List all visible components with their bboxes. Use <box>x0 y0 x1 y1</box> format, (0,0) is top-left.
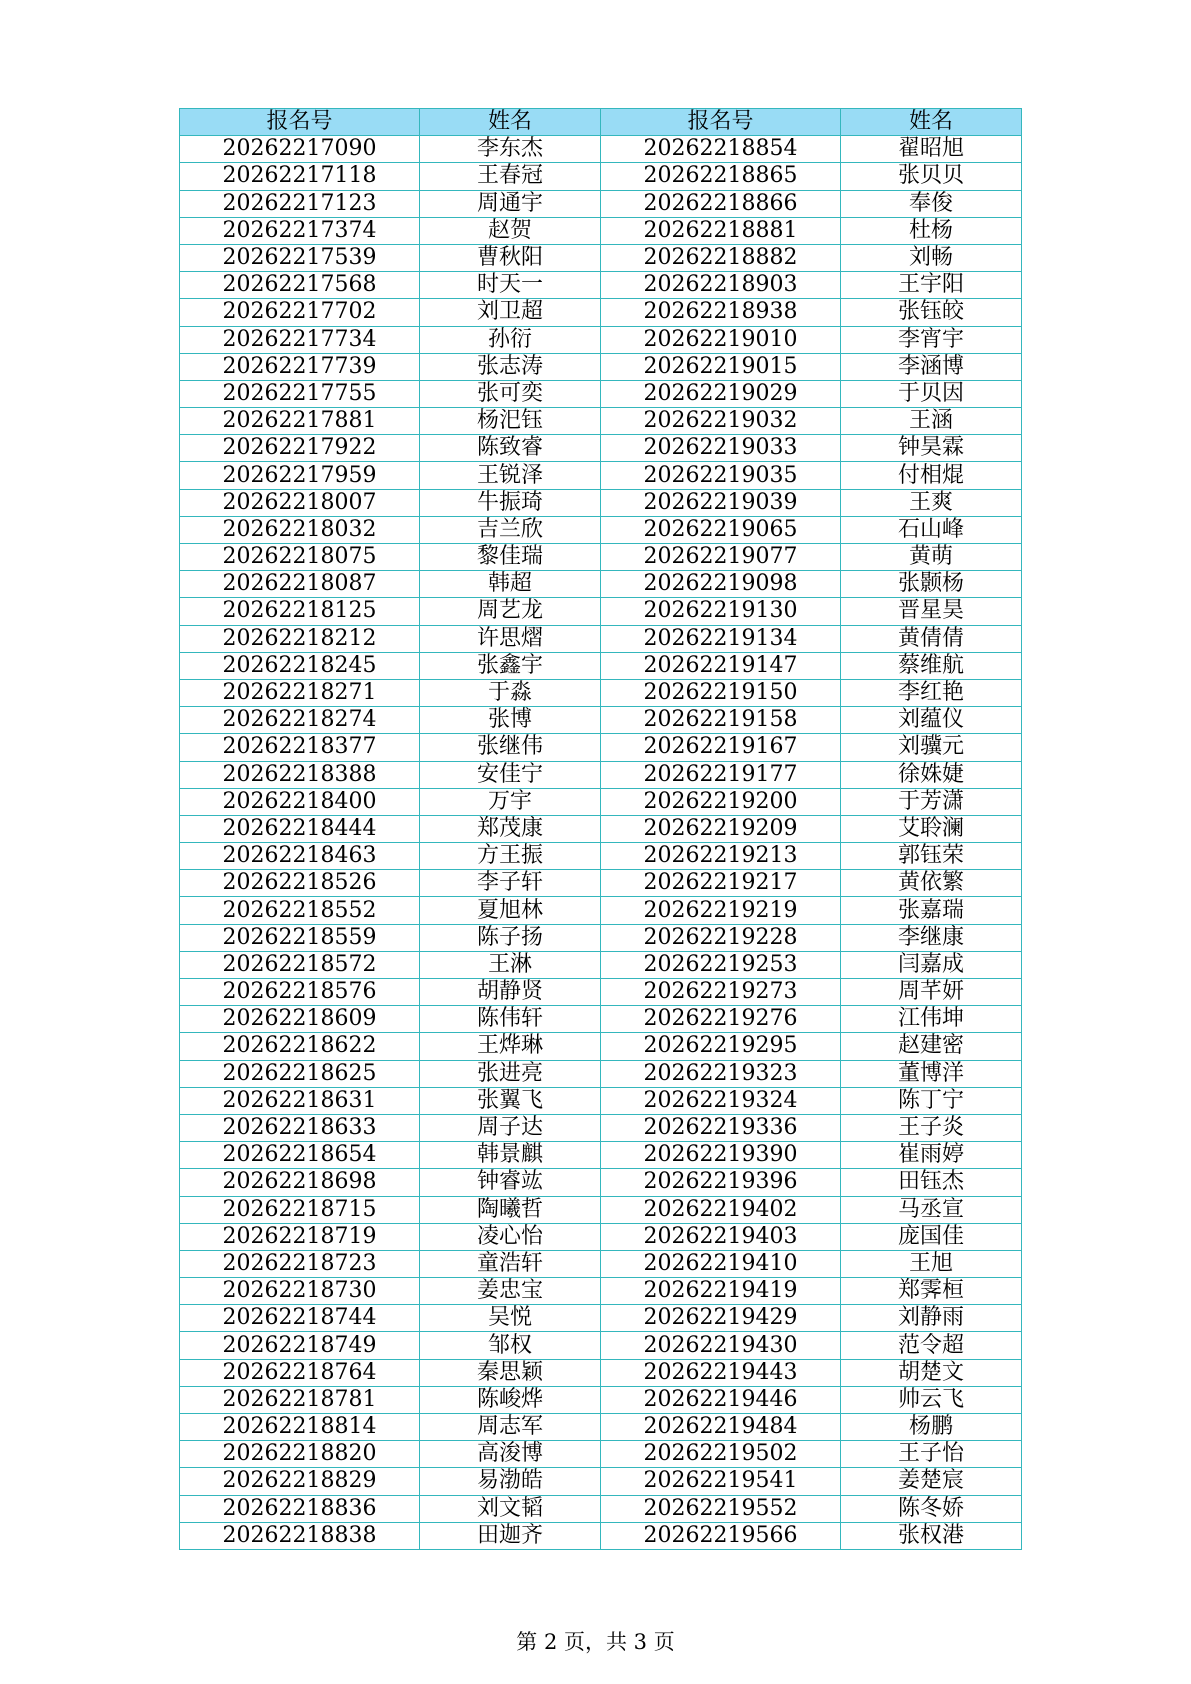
cell-registration-number-right: 20262219167 <box>601 734 841 761</box>
cell-registration-number-right: 20262219390 <box>601 1142 841 1169</box>
table-row <box>180 1250 1022 1277</box>
cell-name-left: 刘卫超 <box>420 299 601 326</box>
table-row <box>180 299 1022 326</box>
cell-registration-number-left: 20262218631 <box>180 1087 420 1114</box>
cell-registration-number-left: 20262218836 <box>180 1495 420 1522</box>
cell-name-right: 闫嘉成 <box>841 951 1022 978</box>
table-row <box>180 435 1022 462</box>
cell-name-left: 张博 <box>420 707 601 734</box>
cell-registration-number-right: 20262219158 <box>601 707 841 734</box>
cell-name-right: 王旭 <box>841 1250 1022 1277</box>
table-row <box>180 1087 1022 1114</box>
cell-name-right: 徐姝婕 <box>841 761 1022 788</box>
cell-name-left: 韩景麒 <box>420 1142 601 1169</box>
header-name-left: 姓名 <box>420 109 601 136</box>
cell-registration-number-left: 20262218212 <box>180 625 420 652</box>
cell-registration-number-left: 20262218271 <box>180 679 420 706</box>
cell-name-left: 张继伟 <box>420 734 601 761</box>
cell-name-left: 王春冠 <box>420 163 601 190</box>
cell-name-left: 赵贺 <box>420 217 601 244</box>
cell-registration-number-right: 20262219541 <box>601 1468 841 1495</box>
cell-registration-number-right: 20262219403 <box>601 1223 841 1250</box>
cell-name-left: 吉兰欣 <box>420 516 601 543</box>
cell-registration-number-left: 20262218749 <box>180 1332 420 1359</box>
cell-registration-number-left: 20262218552 <box>180 897 420 924</box>
cell-registration-number-left: 20262218444 <box>180 815 420 842</box>
cell-registration-number-left: 20262218559 <box>180 924 420 951</box>
cell-name-left: 刘文韬 <box>420 1495 601 1522</box>
cell-registration-number-right: 20262219029 <box>601 380 841 407</box>
cell-registration-number-left: 20262218715 <box>180 1196 420 1223</box>
cell-registration-number-left: 20262218377 <box>180 734 420 761</box>
cell-name-left: 凌心怡 <box>420 1223 601 1250</box>
cell-registration-number-left: 20262218526 <box>180 870 420 897</box>
cell-name-left: 张鑫宇 <box>420 652 601 679</box>
cell-registration-number-right: 20262219429 <box>601 1305 841 1332</box>
table-row <box>180 489 1022 516</box>
cell-name-left: 易渤皓 <box>420 1468 601 1495</box>
cell-name-right: 翟昭旭 <box>841 136 1022 163</box>
cell-name-left: 万宇 <box>420 788 601 815</box>
cell-name-left: 周志军 <box>420 1414 601 1441</box>
cell-registration-number-left: 20262218087 <box>180 571 420 598</box>
table-row <box>180 815 1022 842</box>
cell-registration-number-left: 20262218730 <box>180 1278 420 1305</box>
cell-name-left: 张翼飞 <box>420 1087 601 1114</box>
cell-registration-number-left: 20262217755 <box>180 380 420 407</box>
cell-registration-number-right: 20262219484 <box>601 1414 841 1441</box>
table-row <box>180 1359 1022 1386</box>
cell-registration-number-left: 20262218463 <box>180 843 420 870</box>
cell-registration-number-right: 20262219446 <box>601 1386 841 1413</box>
cell-name-left: 周子达 <box>420 1114 601 1141</box>
cell-registration-number-right: 20262219177 <box>601 761 841 788</box>
cell-name-right: 于贝因 <box>841 380 1022 407</box>
table-row <box>180 326 1022 353</box>
cell-registration-number-right: 20262219134 <box>601 625 841 652</box>
cell-name-right: 马丞宣 <box>841 1196 1022 1223</box>
cell-name-right: 张嘉瑞 <box>841 897 1022 924</box>
cell-registration-number-left: 20262218633 <box>180 1114 420 1141</box>
cell-name-left: 高浚博 <box>420 1441 601 1468</box>
cell-registration-number-right: 20262219039 <box>601 489 841 516</box>
table-body <box>180 136 1022 1550</box>
table-row <box>180 924 1022 951</box>
table-row <box>180 1006 1022 1033</box>
cell-name-right: 艾聆澜 <box>841 815 1022 842</box>
table-row <box>180 408 1022 435</box>
cell-name-right: 庞国佳 <box>841 1223 1022 1250</box>
cell-registration-number-right: 20262219324 <box>601 1087 841 1114</box>
cell-name-left: 周艺龙 <box>420 598 601 625</box>
cell-name-right: 张权港 <box>841 1522 1022 1549</box>
cell-registration-number-right: 20262219015 <box>601 353 841 380</box>
cell-name-left: 邹权 <box>420 1332 601 1359</box>
cell-registration-number-right: 20262219150 <box>601 679 841 706</box>
cell-name-left: 张可奕 <box>420 380 601 407</box>
cell-registration-number-left: 20262218075 <box>180 544 420 571</box>
cell-registration-number-right: 20262219253 <box>601 951 841 978</box>
cell-registration-number-left: 20262218576 <box>180 979 420 1006</box>
cell-registration-number-left: 20262218007 <box>180 489 420 516</box>
table-row <box>180 979 1022 1006</box>
cell-registration-number-right: 20262218854 <box>601 136 841 163</box>
table-row <box>180 1169 1022 1196</box>
cell-registration-number-right: 20262219032 <box>601 408 841 435</box>
cell-name-left: 周通宇 <box>420 190 601 217</box>
cell-name-right: 张钰皎 <box>841 299 1022 326</box>
table-row <box>180 598 1022 625</box>
table-row <box>180 244 1022 271</box>
cell-name-right: 陈丁宁 <box>841 1087 1022 1114</box>
cell-name-right: 王子怡 <box>841 1441 1022 1468</box>
cell-name-right: 付相焜 <box>841 462 1022 489</box>
table-row <box>180 788 1022 815</box>
cell-name-right: 黄依繁 <box>841 870 1022 897</box>
cell-name-left: 张进亮 <box>420 1060 601 1087</box>
table-row <box>180 1278 1022 1305</box>
header-registration-number-right: 报名号 <box>601 109 841 136</box>
cell-registration-number-left: 20262218698 <box>180 1169 420 1196</box>
cell-name-left: 曹秋阳 <box>420 244 601 271</box>
cell-registration-number-left: 20262218820 <box>180 1441 420 1468</box>
cell-name-right: 杜杨 <box>841 217 1022 244</box>
cell-registration-number-right: 20262218866 <box>601 190 841 217</box>
cell-registration-number-right: 20262219295 <box>601 1033 841 1060</box>
cell-name-right: 王涵 <box>841 408 1022 435</box>
cell-registration-number-right: 20262219228 <box>601 924 841 951</box>
table-row <box>180 1305 1022 1332</box>
cell-name-right: 赵建密 <box>841 1033 1022 1060</box>
cell-registration-number-left: 20262218125 <box>180 598 420 625</box>
cell-name-left: 郑茂康 <box>420 815 601 842</box>
cell-registration-number-left: 20262218400 <box>180 788 420 815</box>
cell-name-left: 于淼 <box>420 679 601 706</box>
cell-registration-number-left: 20262218625 <box>180 1060 420 1087</box>
cell-registration-number-right: 20262218881 <box>601 217 841 244</box>
cell-name-right: 李继康 <box>841 924 1022 951</box>
cell-name-right: 杨鹏 <box>841 1414 1022 1441</box>
table-row <box>180 1196 1022 1223</box>
cell-registration-number-right: 20262219336 <box>601 1114 841 1141</box>
cell-registration-number-left: 20262218814 <box>180 1414 420 1441</box>
cell-registration-number-left: 20262218609 <box>180 1006 420 1033</box>
table-row <box>180 1033 1022 1060</box>
header-name-right: 姓名 <box>841 109 1022 136</box>
cell-name-left: 童浩轩 <box>420 1250 601 1277</box>
cell-registration-number-right: 20262219419 <box>601 1278 841 1305</box>
cell-registration-number-right: 20262219276 <box>601 1006 841 1033</box>
table-row <box>180 190 1022 217</box>
cell-registration-number-left: 20262217739 <box>180 353 420 380</box>
registration-table <box>179 108 1022 1550</box>
cell-registration-number-left: 20262217090 <box>180 136 420 163</box>
cell-registration-number-right: 20262219147 <box>601 652 841 679</box>
table-row <box>180 136 1022 163</box>
cell-name-right: 王爽 <box>841 489 1022 516</box>
cell-registration-number-left: 20262217702 <box>180 299 420 326</box>
cell-name-right: 晋星昊 <box>841 598 1022 625</box>
cell-registration-number-right: 20262218903 <box>601 272 841 299</box>
cell-name-left: 牛振琦 <box>420 489 601 516</box>
table-row <box>180 1142 1022 1169</box>
table-row <box>180 1468 1022 1495</box>
cell-name-left: 方王振 <box>420 843 601 870</box>
cell-name-right: 钟昊霖 <box>841 435 1022 462</box>
cell-name-right: 姜楚宸 <box>841 1468 1022 1495</box>
cell-registration-number-left: 20262217123 <box>180 190 420 217</box>
table-row <box>180 707 1022 734</box>
cell-name-right: 奉俊 <box>841 190 1022 217</box>
table-row <box>180 1441 1022 1468</box>
table-row <box>180 1522 1022 1549</box>
cell-registration-number-right: 20262219402 <box>601 1196 841 1223</box>
cell-name-left: 杨汜钰 <box>420 408 601 435</box>
cell-name-right: 张颢杨 <box>841 571 1022 598</box>
cell-name-left: 安佳宁 <box>420 761 601 788</box>
cell-registration-number-left: 20262218274 <box>180 707 420 734</box>
cell-registration-number-right: 20262219323 <box>601 1060 841 1087</box>
cell-name-left: 黎佳瑞 <box>420 544 601 571</box>
cell-registration-number-right: 20262219098 <box>601 571 841 598</box>
table-row <box>180 625 1022 652</box>
cell-name-left: 秦思颖 <box>420 1359 601 1386</box>
cell-registration-number-right: 20262219273 <box>601 979 841 1006</box>
cell-name-left: 胡静贤 <box>420 979 601 1006</box>
cell-name-right: 于芳潇 <box>841 788 1022 815</box>
cell-name-right: 胡楚文 <box>841 1359 1022 1386</box>
cell-name-left: 孙衍 <box>420 326 601 353</box>
cell-registration-number-right: 20262219200 <box>601 788 841 815</box>
cell-name-left: 时天一 <box>420 272 601 299</box>
cell-name-right: 帅云飞 <box>841 1386 1022 1413</box>
cell-name-right: 范令超 <box>841 1332 1022 1359</box>
cell-name-left: 王烨琳 <box>420 1033 601 1060</box>
table-row <box>180 679 1022 706</box>
cell-registration-number-right: 20262219410 <box>601 1250 841 1277</box>
cell-name-left: 许思熠 <box>420 625 601 652</box>
cell-registration-number-right: 20262219209 <box>601 815 841 842</box>
cell-name-left: 王锐泽 <box>420 462 601 489</box>
cell-registration-number-left: 20262217881 <box>180 408 420 435</box>
cell-registration-number-left: 20262218245 <box>180 652 420 679</box>
cell-registration-number-right: 20262219010 <box>601 326 841 353</box>
cell-name-right: 张贝贝 <box>841 163 1022 190</box>
table-row <box>180 1114 1022 1141</box>
cell-name-right: 王宇阳 <box>841 272 1022 299</box>
table-row <box>180 1223 1022 1250</box>
cell-registration-number-right: 20262219566 <box>601 1522 841 1549</box>
cell-name-right: 周芊妍 <box>841 979 1022 1006</box>
table-row <box>180 380 1022 407</box>
cell-name-left: 李东杰 <box>420 136 601 163</box>
cell-name-right: 石山峰 <box>841 516 1022 543</box>
cell-registration-number-left: 20262218723 <box>180 1250 420 1277</box>
table-row <box>180 1060 1022 1087</box>
cell-registration-number-right: 20262219130 <box>601 598 841 625</box>
cell-registration-number-left: 20262218744 <box>180 1305 420 1332</box>
table-row <box>180 571 1022 598</box>
table-row <box>180 1386 1022 1413</box>
cell-registration-number-left: 20262217922 <box>180 435 420 462</box>
cell-registration-number-right: 20262219430 <box>601 1332 841 1359</box>
cell-name-right: 李涵博 <box>841 353 1022 380</box>
cell-registration-number-right: 20262219396 <box>601 1169 841 1196</box>
cell-registration-number-right: 20262219033 <box>601 435 841 462</box>
cell-registration-number-right: 20262219219 <box>601 897 841 924</box>
cell-registration-number-left: 20262218388 <box>180 761 420 788</box>
cell-registration-number-right: 20262219035 <box>601 462 841 489</box>
cell-registration-number-right: 20262219065 <box>601 516 841 543</box>
table-row <box>180 870 1022 897</box>
table-row <box>180 1414 1022 1441</box>
table-row <box>180 353 1022 380</box>
cell-name-right: 董博洋 <box>841 1060 1022 1087</box>
cell-registration-number-left: 20262218572 <box>180 951 420 978</box>
table-row <box>180 1495 1022 1522</box>
cell-name-right: 刘静雨 <box>841 1305 1022 1332</box>
cell-registration-number-right: 20262219502 <box>601 1441 841 1468</box>
cell-registration-number-left: 20262217374 <box>180 217 420 244</box>
cell-name-right: 刘畅 <box>841 244 1022 271</box>
cell-registration-number-right: 20262219443 <box>601 1359 841 1386</box>
cell-name-left: 陈致睿 <box>420 435 601 462</box>
page-footer: 第 2 页，共 3 页 <box>516 1630 675 1654</box>
cell-registration-number-right: 20262219077 <box>601 544 841 571</box>
cell-name-left: 陈伟轩 <box>420 1006 601 1033</box>
cell-name-left: 田迦齐 <box>420 1522 601 1549</box>
cell-registration-number-left: 20262217959 <box>180 462 420 489</box>
table-row <box>180 544 1022 571</box>
table-row <box>180 897 1022 924</box>
cell-name-left: 陶曦哲 <box>420 1196 601 1223</box>
cell-name-right: 刘蕴仪 <box>841 707 1022 734</box>
table-row <box>180 516 1022 543</box>
cell-registration-number-left: 20262217568 <box>180 272 420 299</box>
table-row <box>180 951 1022 978</box>
cell-registration-number-left: 20262218764 <box>180 1359 420 1386</box>
cell-name-right: 黄倩倩 <box>841 625 1022 652</box>
table-row <box>180 217 1022 244</box>
cell-name-right: 江伟坤 <box>841 1006 1022 1033</box>
cell-name-left: 夏旭林 <box>420 897 601 924</box>
table-row <box>180 843 1022 870</box>
cell-name-right: 田钰杰 <box>841 1169 1022 1196</box>
cell-name-right: 李宵宇 <box>841 326 1022 353</box>
cell-name-right: 崔雨婷 <box>841 1142 1022 1169</box>
cell-name-right: 黄萌 <box>841 544 1022 571</box>
cell-name-left: 钟睿竑 <box>420 1169 601 1196</box>
table-row <box>180 734 1022 761</box>
cell-name-right: 郭钰荣 <box>841 843 1022 870</box>
cell-name-right: 陈冬娇 <box>841 1495 1022 1522</box>
cell-name-right: 李红艳 <box>841 679 1022 706</box>
cell-name-left: 吴悦 <box>420 1305 601 1332</box>
cell-registration-number-left: 20262218032 <box>180 516 420 543</box>
cell-registration-number-left: 20262218838 <box>180 1522 420 1549</box>
cell-registration-number-left: 20262217539 <box>180 244 420 271</box>
cell-name-left: 陈峻烨 <box>420 1386 601 1413</box>
cell-registration-number-right: 20262218882 <box>601 244 841 271</box>
cell-name-left: 韩超 <box>420 571 601 598</box>
cell-registration-number-right: 20262219217 <box>601 870 841 897</box>
table-row <box>180 1332 1022 1359</box>
table-row <box>180 272 1022 299</box>
cell-name-right: 王子炎 <box>841 1114 1022 1141</box>
cell-registration-number-left: 20262218719 <box>180 1223 420 1250</box>
cell-name-right: 刘骥元 <box>841 734 1022 761</box>
table-row <box>180 652 1022 679</box>
cell-registration-number-left: 20262218654 <box>180 1142 420 1169</box>
cell-registration-number-left: 20262217734 <box>180 326 420 353</box>
table-header-row <box>180 109 1022 136</box>
cell-name-left: 李子轩 <box>420 870 601 897</box>
cell-name-left: 姜忠宝 <box>420 1278 601 1305</box>
table-row <box>180 761 1022 788</box>
cell-registration-number-left: 20262217118 <box>180 163 420 190</box>
cell-name-right: 郑霁桓 <box>841 1278 1022 1305</box>
cell-name-right: 蔡维航 <box>841 652 1022 679</box>
cell-name-left: 陈子扬 <box>420 924 601 951</box>
cell-name-left: 王淋 <box>420 951 601 978</box>
cell-registration-number-left: 20262218622 <box>180 1033 420 1060</box>
header-registration-number-left: 报名号 <box>180 109 420 136</box>
cell-registration-number-right: 20262218938 <box>601 299 841 326</box>
table-row <box>180 163 1022 190</box>
table-row <box>180 462 1022 489</box>
cell-registration-number-left: 20262218829 <box>180 1468 420 1495</box>
cell-registration-number-right: 20262219213 <box>601 843 841 870</box>
cell-name-left: 张志涛 <box>420 353 601 380</box>
cell-registration-number-right: 20262218865 <box>601 163 841 190</box>
cell-registration-number-right: 20262219552 <box>601 1495 841 1522</box>
cell-registration-number-left: 20262218781 <box>180 1386 420 1413</box>
